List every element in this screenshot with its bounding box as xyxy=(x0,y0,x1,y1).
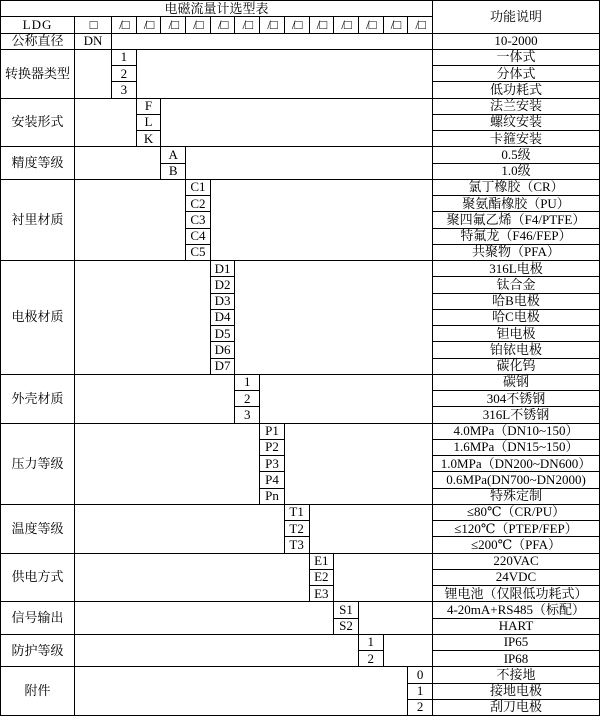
option-code: E3 xyxy=(309,586,334,602)
option-description: ≤120℃（PTEP/FEP） xyxy=(433,521,600,537)
option-code: P2 xyxy=(260,439,285,455)
model-code-slot: /□ xyxy=(186,17,211,33)
option-code: D1 xyxy=(210,261,235,277)
model-code-slot: /□ xyxy=(334,17,359,33)
option-description: 分体式 xyxy=(433,66,600,82)
spacer-cell xyxy=(260,374,433,423)
option-description: 哈B电极 xyxy=(433,293,600,309)
option-code: T1 xyxy=(284,504,309,520)
spacer-cell xyxy=(75,147,161,180)
spacer-cell xyxy=(136,49,432,98)
spacer-cell xyxy=(75,98,137,147)
option-code: K xyxy=(136,131,161,147)
option-code: T3 xyxy=(284,537,309,553)
option-code: 2 xyxy=(408,699,433,715)
option-description: IP68 xyxy=(433,651,600,667)
option-description: 聚氨酯橡胶（PU） xyxy=(433,196,600,212)
model-code-slot: /□ xyxy=(309,17,334,33)
category-label: 精度等级 xyxy=(1,147,75,180)
option-description: 4-20mA+RS485（标配） xyxy=(433,602,600,618)
spacer-cell xyxy=(284,423,432,504)
spacer-cell xyxy=(75,374,235,423)
option-description: 低功耗式 xyxy=(433,82,600,98)
option-description: 刮刀电极 xyxy=(433,699,600,715)
model-code-slot: /□ xyxy=(383,17,408,33)
option-code: C5 xyxy=(186,244,211,260)
spacer-cell xyxy=(309,504,433,553)
option-description: 碳化钨 xyxy=(433,358,600,374)
option-description: HART xyxy=(433,618,600,634)
option-code: P4 xyxy=(260,472,285,488)
option-code: F xyxy=(136,98,161,114)
category-label: 公称直径 xyxy=(1,33,75,49)
option-description: 316L电极 xyxy=(433,261,600,277)
spacer-cell xyxy=(75,261,211,375)
model-code-slot: /□ xyxy=(260,17,285,33)
option-code: D5 xyxy=(210,326,235,342)
table-title: 电磁流量计选型表 xyxy=(1,1,433,17)
option-code: C3 xyxy=(186,212,211,228)
spacer-cell xyxy=(235,261,433,375)
option-description: 氯丁橡胶（CR） xyxy=(433,179,600,195)
option-code: C2 xyxy=(186,196,211,212)
option-description: 锂电池（仅限低功耗式） xyxy=(433,586,600,602)
model-code-slot: /□ xyxy=(235,17,260,33)
option-description: 1.0级 xyxy=(433,163,600,179)
model-code-slot: /□ xyxy=(136,17,161,33)
model-prefix: LDG xyxy=(1,17,75,33)
option-description: 304不锈钢 xyxy=(433,391,600,407)
option-code: C1 xyxy=(186,179,211,195)
spacer-cell xyxy=(358,602,432,635)
spacer-cell xyxy=(161,98,433,147)
option-code: 0 xyxy=(408,667,433,683)
option-description: 不接地 xyxy=(433,667,600,683)
category-label: 转换器类型 xyxy=(1,49,75,98)
option-description: 10-2000 xyxy=(433,33,600,49)
option-description: 法兰安装 xyxy=(433,98,600,114)
option-code: S2 xyxy=(334,618,359,634)
spacer-cell xyxy=(75,553,310,602)
option-code: P1 xyxy=(260,423,285,439)
option-description: IP65 xyxy=(433,634,600,650)
model-code-slot: /□ xyxy=(408,17,433,33)
category-label: 温度等级 xyxy=(1,504,75,553)
option-code: D4 xyxy=(210,309,235,325)
option-code: D6 xyxy=(210,342,235,358)
option-description: 共聚物（PFA） xyxy=(433,244,600,260)
selection-table-body xyxy=(1,1,600,716)
category-label: 防护等级 xyxy=(1,634,75,667)
option-description: 220VAC xyxy=(433,553,600,569)
option-code: 2 xyxy=(358,651,383,667)
category-label: 供电方式 xyxy=(1,553,75,602)
option-description: 0.5级 xyxy=(433,147,600,163)
option-code: Pn xyxy=(260,488,285,504)
option-description: 哈C电极 xyxy=(433,309,600,325)
category-label: 压力等级 xyxy=(1,423,75,504)
option-code: S1 xyxy=(334,602,359,618)
spacer-cell xyxy=(334,553,433,602)
option-code: 3 xyxy=(235,407,260,423)
option-code: L xyxy=(136,114,161,130)
spacer-cell xyxy=(75,179,186,260)
spacer-cell xyxy=(75,667,408,716)
model-code-box: □ xyxy=(75,17,112,33)
option-code: 1 xyxy=(358,634,383,650)
spacer-cell xyxy=(112,33,433,49)
option-code: 1 xyxy=(235,374,260,390)
model-code-slot: /□ xyxy=(210,17,235,33)
function-column-header: 功能说明 xyxy=(433,1,600,34)
model-code-slot: /□ xyxy=(358,17,383,33)
option-code: C4 xyxy=(186,228,211,244)
option-description: 特氟龙（F46/FEP） xyxy=(433,228,600,244)
model-code-slot: /□ xyxy=(161,17,186,33)
option-description: 特殊定制 xyxy=(433,488,600,504)
option-code: 1 xyxy=(112,49,137,65)
category-label: 衬里材质 xyxy=(1,179,75,260)
option-code: 2 xyxy=(112,66,137,82)
category-label: 安装形式 xyxy=(1,98,75,147)
spacer-cell xyxy=(75,504,285,553)
spacer-cell xyxy=(75,423,260,504)
spacer-cell xyxy=(75,634,359,667)
option-code: 1 xyxy=(408,683,433,699)
spacer-cell xyxy=(210,179,432,260)
category-label: 外壳材质 xyxy=(1,374,75,423)
option-code: D2 xyxy=(210,277,235,293)
option-description: 钛合金 xyxy=(433,277,600,293)
option-description: 4.0MPa（DN10~150） xyxy=(433,423,600,439)
model-code-slot: /□ xyxy=(284,17,309,33)
option-code: P3 xyxy=(260,456,285,472)
option-code: E2 xyxy=(309,569,334,585)
option-code: D7 xyxy=(210,358,235,374)
option-description: 316L不锈钢 xyxy=(433,407,600,423)
option-description: 卡箍安装 xyxy=(433,131,600,147)
spacer-cell xyxy=(75,602,334,635)
option-description: 一体式 xyxy=(433,49,600,65)
option-description: ≤200℃（PFA） xyxy=(433,537,600,553)
option-code: A xyxy=(161,147,186,163)
option-code: T2 xyxy=(284,521,309,537)
category-label: 电极材质 xyxy=(1,261,75,375)
option-description: 24VDC xyxy=(433,569,600,585)
category-label: 附件 xyxy=(1,667,75,716)
option-description: ≤80℃（CR/PU） xyxy=(433,504,600,520)
option-description: 接地电极 xyxy=(433,683,600,699)
category-label: 信号输出 xyxy=(1,602,75,635)
option-description: 聚四氟乙烯（F4/PTFE） xyxy=(433,212,600,228)
option-description: 碳钢 xyxy=(433,374,600,390)
option-code: 3 xyxy=(112,82,137,98)
option-description: 1.0MPa（DN200~DN600） xyxy=(433,456,600,472)
spacer-cell xyxy=(75,49,112,98)
option-description: 铂铱电极 xyxy=(433,342,600,358)
option-description: 钽电极 xyxy=(433,326,600,342)
option-description: 螺纹安装 xyxy=(433,114,600,130)
option-code: D3 xyxy=(210,293,235,309)
spacer-cell xyxy=(383,634,432,667)
spacer-cell xyxy=(186,147,433,180)
option-code: B xyxy=(161,163,186,179)
option-code: E1 xyxy=(309,553,334,569)
model-code-slot: /□ xyxy=(112,17,137,33)
option-description: 1.6MPa（DN15~150） xyxy=(433,439,600,455)
option-description: 0.6MPa(DN700~DN2000) xyxy=(433,472,600,488)
option-code: 2 xyxy=(235,391,260,407)
option-code: DN xyxy=(75,33,112,49)
